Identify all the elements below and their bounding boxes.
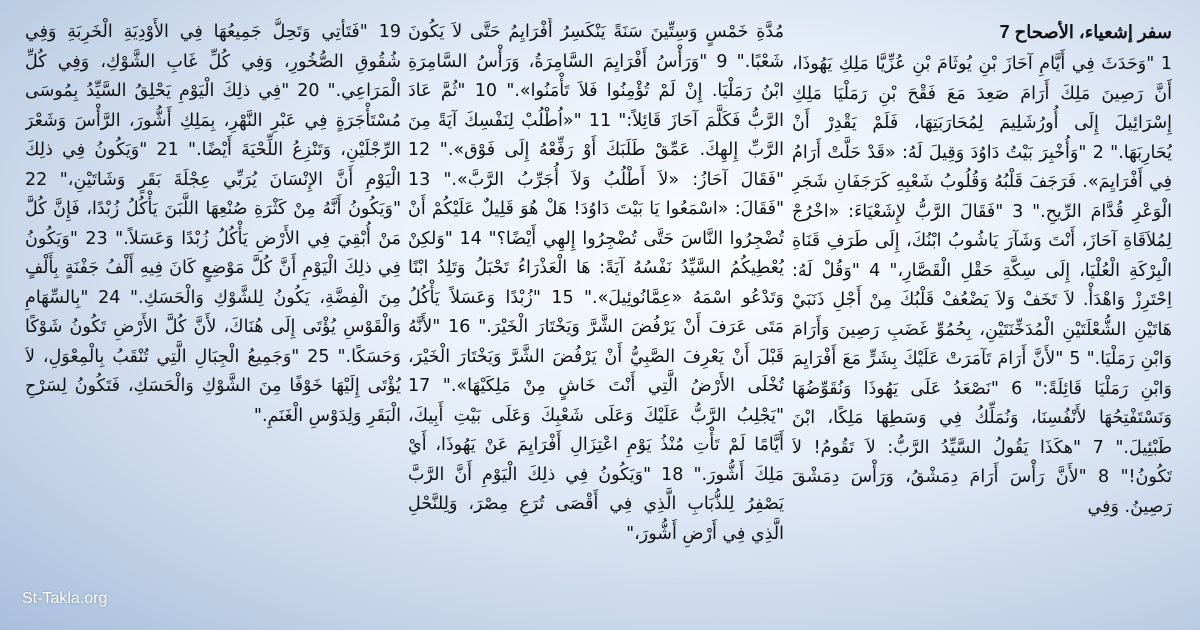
column-text-middle: مُدَّةِ خَمْسٍ وَسِتِّينَ سَنَةً يَنْكَسِرُ أَفْرَايِمُ حَتَّى لاَ يَكُونَ شَعْبًا." 9 "وَرَأْسُ أَفْرَايِمَ السَّامِرَةُ، وَرَأْسُ السَّامِرَةِ ابْنُ رَمَلْيَا. إِنْ لَمْ تُؤْمِنُوا فَلاَ تَأْمَنُوا»." 10 "ثُمَّ عَادَ الرَّبُّ فَكَلَّمَ آحَازَ قَائِلاً:" 11 "«اُطْلُبْ لِنَفْسِكَ آيَةً مِنَ الرَّبِّ إِلهِكَ. عَمِّقْ طَلَبَكَ أَوْ رَفِّعْهُ إِلَى فَوْق»." 12 "فَقَالَ آحَازُ: «لاَ أَطْلُبُ وَلاَ أُجَرِّبُ الرَّبَّ»." 13 "فَقَالَ: «اسْمَعُوا يَا بَيْتَ دَاوُدَ! هَلْ هُوَ قَلِيلٌ عَلَيْكُمْ أَنْ تُضْجِرُوا النَّاسَ حَتَّى تُضْجِرُوا إِلهِي أَيْضًا؟" 14 "وَلكِنْ يُعْطِيكُمُ السَّيِّدُ نَفْسُهُ آيَةً: هَا الْعَذْرَاءُ تَحْبَلُ وَتَلِدُ ابْنًا وَتَدْعُو اسْمَهُ «عِمَّانُوئِيلَ»." 15 "زُبْدًا وَعَسَلاً يَأْكُلُ مَتَى عَرَفَ أَنْ يَرْفُضَ الشَّرَّ وَيَخْتَارَ الْخَيْرَ." 16 "لأَنَّهُ قَبْلَ أَنْ يَعْرِفَ الصَّبِيُّ أَنْ يَرْفُضَ الشَّرَّ وَيَخْتَارَ الْخَيْرَ، تُخْلَى الأَرْضُ الَّتِي أَنْتَ خَاشٍ مِنْ مَلِكَيْهَا»." 17 "يَجْلِبُ الرَّبُّ عَلَيْكَ وَعَلَى شَعْبِكَ وَعَلَى بَيْتِ أَبِيكَ، أَيَّامًا لَمْ تَأْتِ مُنْذُ يَوْمِ اعْتِزَالِ أَفْرَايِمَ عَنْ يَهُوذَا، أَيْ مَلِكَ أَشُّورَ." 18 "وَيَكُونُ فِي ذلِكَ الْيَوْمِ أَنَّ الرَّبَّ يَصْفِرُ لِلذُّبَابِ الَّذِي فِي أَقْصَى تُرَعِ مِصْرَ، وَلِلنَّحْلِ الَّذِي فِي أَرْضِ أَشُّورَ،" [408, 22, 784, 544]
site-watermark: St-Takla.org [22, 590, 108, 607]
column-text-left: 19 "فَتَأْتِي وَتَحِلُّ جَمِيعُهَا فِي الأَوْدِيَةِ الْخَرِبَةِ وَفِي شُقُوقِ الصُّخُورِ، وَفِي كُلِّ غَابِ الشَّوْكِ، وَفِي كُلِّ الْمَرَاعِي." 20 "فِي ذلِكَ الْيَوْمِ يَحْلِقُ السَّيِّدُ بِمُوسَى مُسْتَأْجَرَةٍ فِي عَبْرِ النَّهْرِ، بِمَلِكِ أَشُّورَ، الرَّأْسَ وَشَعْرَ الرِّجْلَيْنِ، وَتَنْزِعُ اللِّحْيَةَ أَيْضًا." 21 "وَيَكُونُ فِي ذلِكَ الْيَوْمِ أَنَّ الإِنْسَانَ يُرَبِّي عِجْلَةَ بَقَرٍ وَشَاتَيْنِ،" 22 "وَيَكُونُ أَنَّهُ مِنْ كَثْرَةِ صُنْعِهَا اللَّبَنَ يَأْكُلُ زُبْدًا، فَإِنَّ كُلَّ مَنْ أُبْقِيَ فِي الأَرْضِ يَأْكُلُ زُبْدًا وَعَسَلاً." 23 "وَيَكُونُ فِي ذلِكَ الْيَوْمِ أَنَّ كُلَّ مَوْضِعٍ كَانَ فِيهِ أَلْفُ جَفْنَةٍ بِأَلْفٍ مِنَ الْفِضَّةِ، يَكُونُ لِلشَّوْكِ وَالْحَسَكِ." 24 "بِالسِّهَامِ وَالْقَوْسِ يُؤْتَى إِلَى هُنَاكَ، لأَنَّ كُلَّ الأَرْضِ تَكُونُ شَوْكًا وَحَسَكًا." 25 "وَجَمِيعُ الْجِبَالِ الَّتِي تُنْقَبُ بِالْمِعْوَلِ، لاَ يُؤْتَى إِلَيْهَا خَوْفًا مِنَ الشَّوْكِ وَالْحَسَكِ، فَتَكُونُ لِسَرْحِ الْبَقَرِ وَلِدَوْسِ الْغَنَمِ." [25, 22, 401, 426]
text-column-left [25, 18, 401, 614]
chapter-heading: سفر إشعياء، الأصحاح 7 [999, 22, 1172, 42]
text-column-right [792, 18, 1172, 614]
text-column-middle [408, 18, 784, 614]
column-text-right: 1 "وَحَدَثَ فِي أَيَّامِ آحَازَ بْنِ يُوثَامَ بْنِ عُزِّيَّا مَلِكِ يَهُوذَا، أَنَّ رَصِينَ مَلِكَ أَرَامَ صَعِدَ مَعَ فَقْحَ بْنِ رَمَلْيَا مَلِكِ إِسْرَائِيلَ إِلَى أُورُشَلِيمَ لِمُحَارَبَتِهَا، فَلَمْ يَقْدِرْ أَنْ يُحَارِبَهَا." 2 "وَأُخْبِرَ بَيْتُ دَاوُدَ وَقِيلَ لَهُ: «قَدْ حَلَّتْ أَرَامُ فِي أَفْرَايِمَ». فَرَجَفَ قَلْبُهُ وَقُلُوبُ شَعْبِهِ كَرَجَفَانِ شَجَرِ الْوَعْرِ قُدَّامَ الرِّيحِ." 3 "فَقَالَ الرَّبُّ لإِشَعْيَاءَ: «اخْرُجْ لِمُلاَقَاةِ آحَازَ، أَنْتَ وَشَآرَ يَاشُوبُ ابْنُكَ، إِلَى طَرَفِ قَنَاةِ الْبِرْكَةِ الْعُلْيَا، إِلَى سِكَّةِ حَقْلِ الْقَصَّارِ،" 4 "وَقُلْ لَهُ: اِحْتَرِزْ وَاهْدَأْ. لاَ تَخَفْ وَلاَ يَضْعُفْ قَلْبُكَ مِنْ أَجْلِ ذَنَبَيْ هَاتَيْنِ الشُّعْلَتَيْنِ الْمُدَخِّنَتَيْنِ، بِحُمُوِّ غَضَبِ رَصِينَ وَأَرَامَ وَابْنِ رَمَلْيَا." 5 "لأَنَّ أَرَامَ تَآمَرَتْ عَلَيْكَ بِشَرٍّ مَعَ أَفْرَايِمَ وَابْنِ رَمَلْيَا قَائِلَةً:" 6 "نَصْعَدُ عَلَى يَهُوذَا وَنُقَوِّضُهَا وَنَسْتَفْتِحُهَا لأَنْفُسِنَا، وَنُمَلِّكُ فِي وَسَطِهَا مَلِكًا، ابْنَ طَبْئِيلَ." 7 "هكَذَا يَقُولُ السَّيِّدُ الرَّبُّ: لاَ تَقُومُ! لاَ تَكُونُ!" 8 "لأَنَّ رَأْسَ أَرَامَ دِمَشْقُ، وَرَأْسَ دِمَشْقَ رَصِينُ. وَفِي [792, 54, 1172, 517]
